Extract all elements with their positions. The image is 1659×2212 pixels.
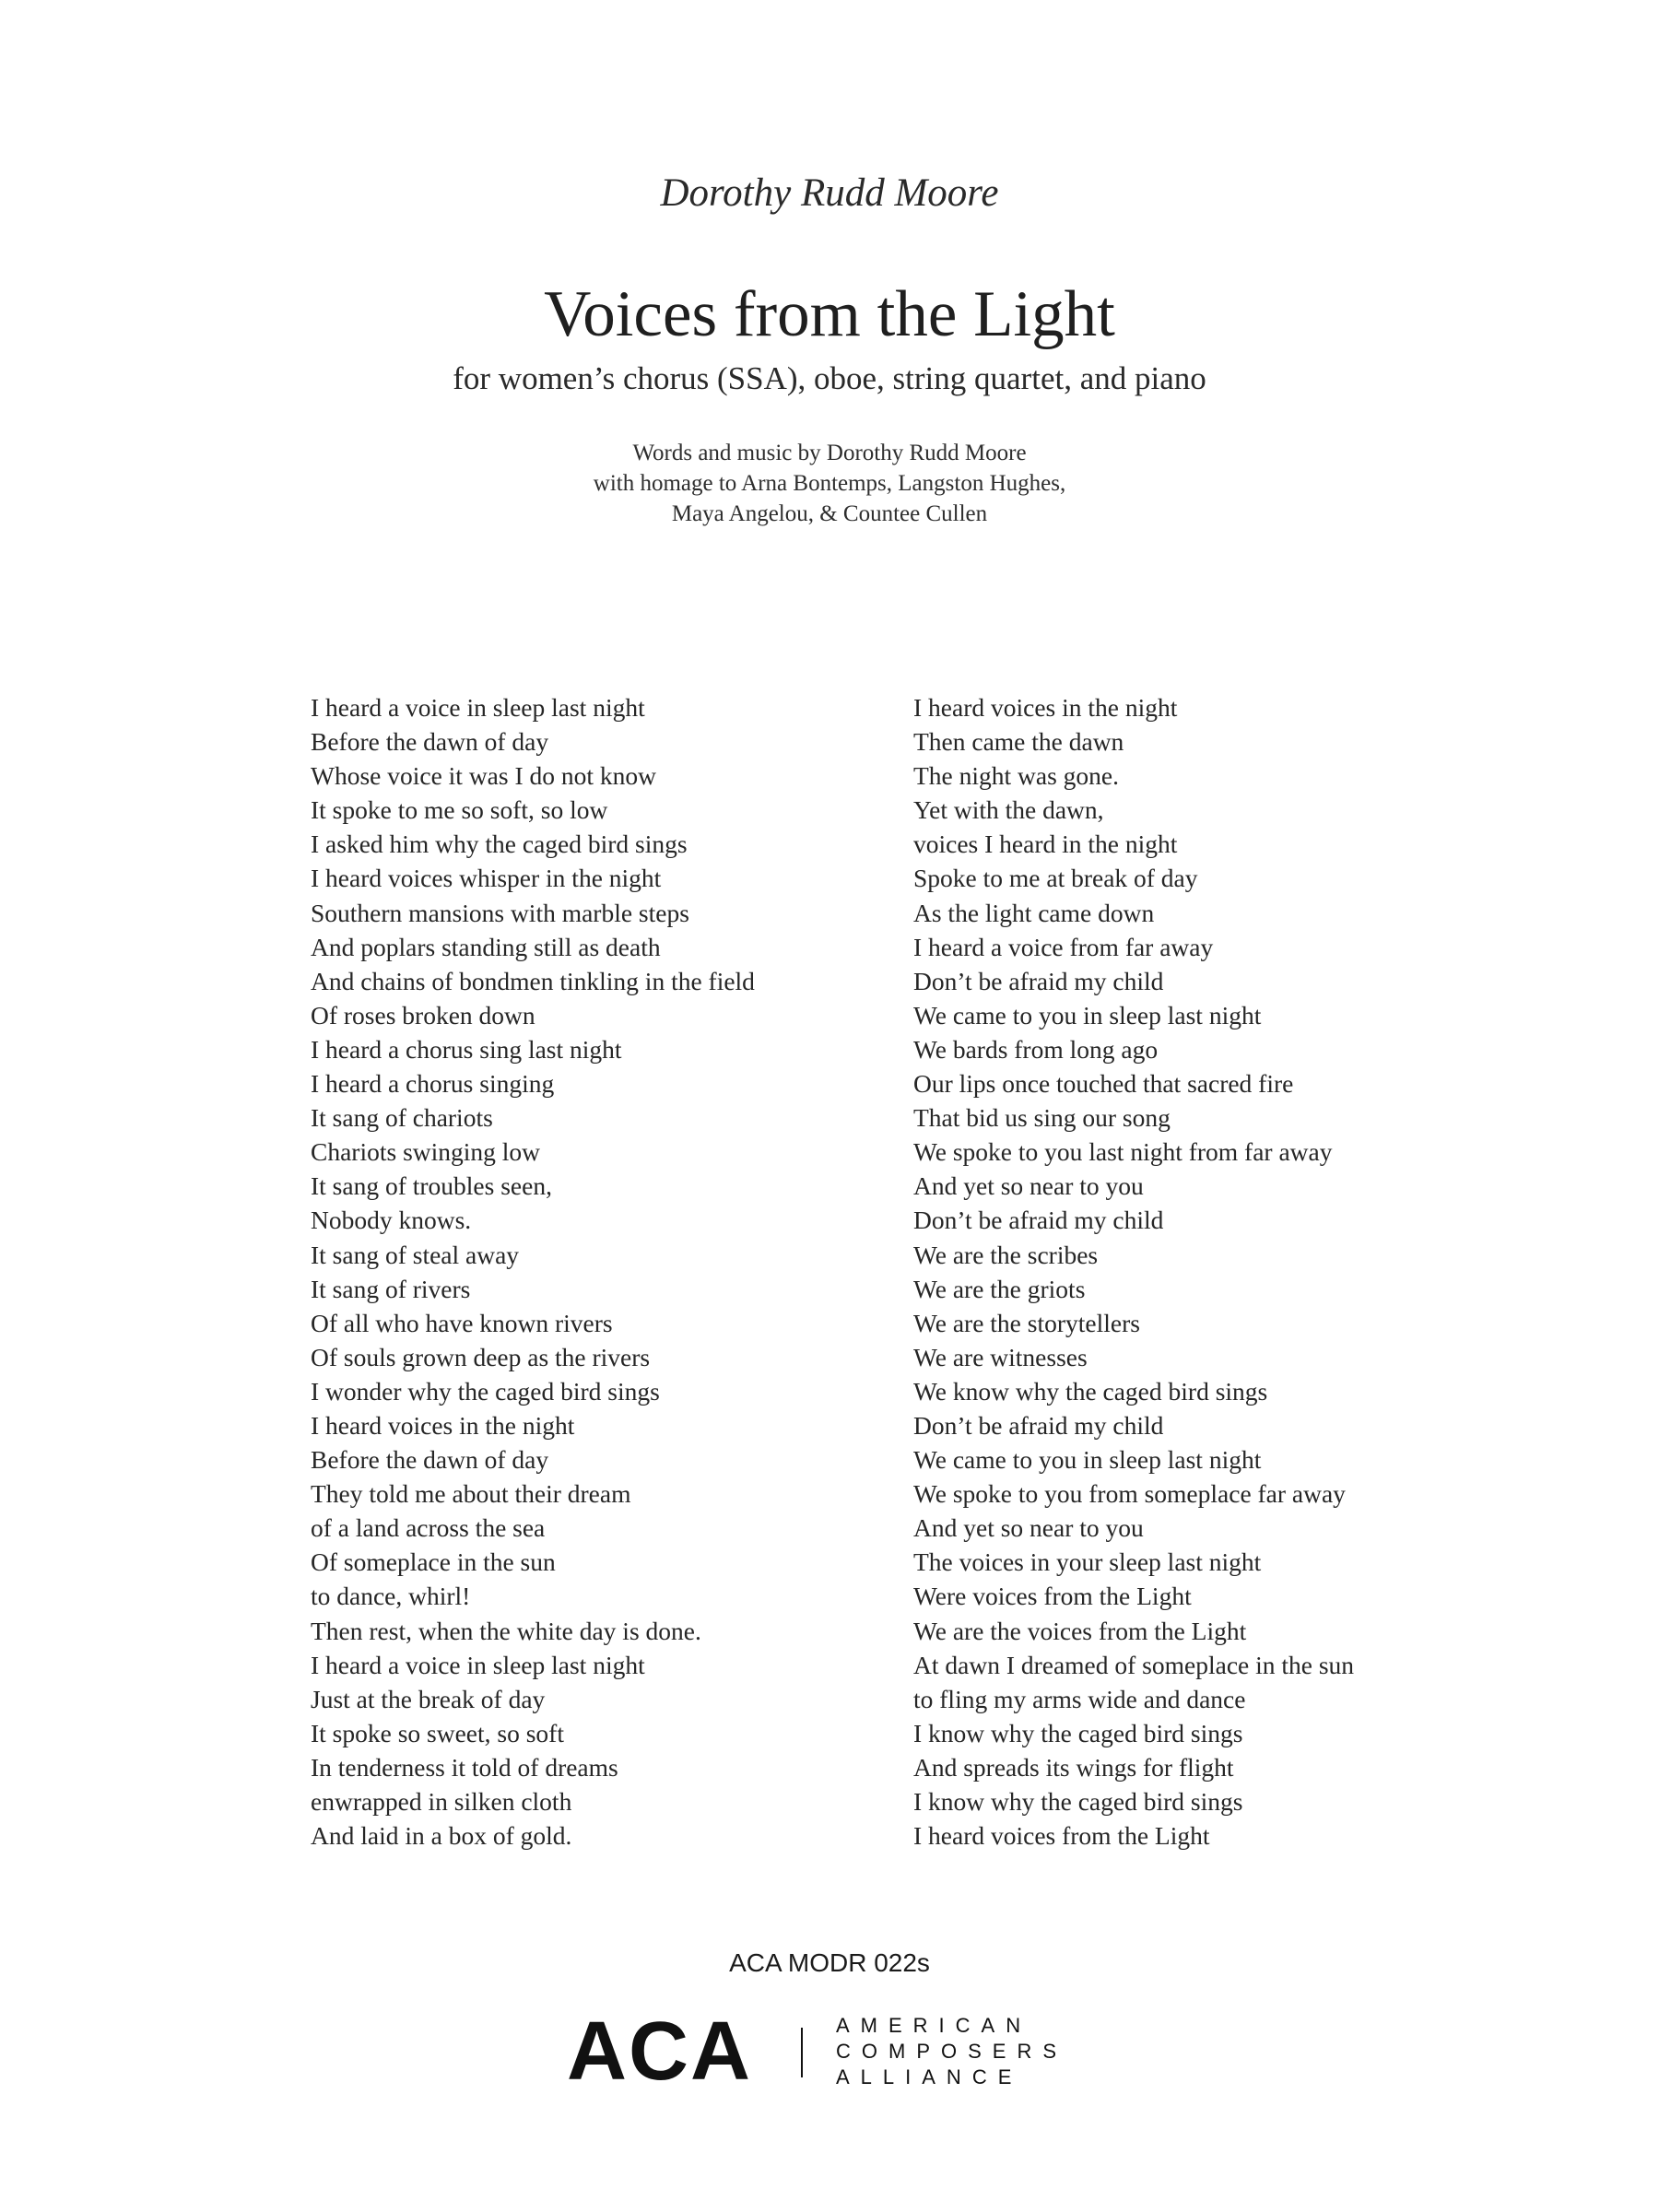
- lyric-line: Of all who have known rivers: [311, 1308, 613, 1337]
- lyric-line: We spoke to you from someplace far away: [913, 1479, 1346, 1509]
- lyric-line: We are witnesses: [913, 1342, 1088, 1371]
- credits-line: with homage to Arna Bontemps, Langston Hughes,: [593, 471, 1066, 496]
- lyric-line: Don’t be afraid my child: [913, 1410, 1164, 1440]
- lyric-line: It sang of troubles seen,: [311, 1171, 552, 1201]
- lyric-line: Chariots swinging low: [311, 1137, 541, 1167]
- credits-block: [0, 438, 1659, 529]
- lyric-line: Before the dawn of day: [311, 727, 549, 757]
- lyric-line: voices I heard in the night: [913, 830, 1178, 859]
- lyric-line: We are the scribes: [913, 1240, 1099, 1269]
- lyric-line: And yet so near to you: [913, 1513, 1144, 1543]
- lyric-line: That bid us sing our song: [913, 1103, 1171, 1133]
- lyric-line: The night was gone.: [913, 761, 1120, 791]
- lyric-line: It sang of rivers: [311, 1274, 471, 1303]
- lyric-line: Of souls grown deep as the rivers: [311, 1342, 651, 1371]
- lyric-line: We spoke to you last night from far away: [913, 1137, 1333, 1167]
- lyric-line: Yet with the dawn,: [913, 795, 1104, 825]
- lyric-line: I know why the caged bird sings: [913, 1787, 1243, 1816]
- lyric-line: We are the voices from the Light: [913, 1616, 1247, 1645]
- lyric-line: And spreads its wings for flight: [913, 1752, 1234, 1782]
- credits-line: Words and music by Dorothy Rudd Moore: [632, 441, 1027, 465]
- lyric-line: We are the storytellers: [913, 1308, 1140, 1337]
- logo-word: COMPOSERS: [836, 2040, 1068, 2063]
- lyric-line: I asked him why the caged bird sings: [311, 830, 688, 859]
- lyric-line: The voices in your sleep last night: [913, 1547, 1262, 1577]
- lyric-line: Then came the dawn: [913, 727, 1124, 757]
- logo-word: ALLIANCE: [836, 2065, 1023, 2088]
- lyric-line: of a land across the sea: [311, 1513, 546, 1543]
- logo-word: AMERICAN: [836, 2014, 1032, 2037]
- lyric-line: It spoke to me so soft, so low: [311, 795, 608, 825]
- lyric-line: Of roses broken down: [311, 1000, 535, 1030]
- logo-divider: [801, 2028, 803, 2077]
- lyric-line: Southern mansions with marble steps: [311, 898, 689, 927]
- lyric-line: I heard voices in the night: [311, 1410, 575, 1440]
- lyric-line: Before the dawn of day: [311, 1445, 549, 1475]
- lyric-line: I heard voices whisper in the night: [311, 864, 662, 893]
- lyric-line: Don’t be afraid my child: [913, 1206, 1164, 1235]
- lyric-line: Nobody knows.: [311, 1206, 472, 1235]
- lyric-line: And poplars standing still as death: [311, 932, 661, 961]
- lyric-line: And chains of bondmen tinkling in the field: [311, 966, 755, 995]
- lyric-line: Just at the break of day: [311, 1684, 546, 1713]
- credits-line: Maya Angelou, & Countee Cullen: [671, 501, 988, 526]
- lyric-line: Spoke to me at break of day: [913, 864, 1198, 893]
- aca-logo-mark: ACA: [567, 2006, 752, 2098]
- lyric-line: I heard voices in the night: [913, 693, 1178, 722]
- lyric-line: They told me about their dream: [311, 1479, 631, 1509]
- lyric-line: I wonder why the caged bird sings: [311, 1376, 660, 1406]
- lyric-line: And laid in a box of gold.: [311, 1821, 572, 1851]
- composer-name: Dorothy Rudd Moore: [660, 171, 999, 215]
- lyric-line: Of someplace in the sun: [311, 1547, 556, 1577]
- lyric-line: We bards from long ago: [913, 1034, 1159, 1064]
- lyric-line: I heard a chorus singing: [311, 1069, 555, 1099]
- catalog-number: ACA MODR 022s: [729, 1948, 930, 1977]
- aca-logo-wordmark: [836, 2013, 1067, 2090]
- lyric-line: Don’t be afraid my child: [913, 966, 1164, 995]
- lyric-line: to dance, whirl!: [311, 1582, 471, 1611]
- lyric-line: I heard a voice from far away: [913, 932, 1214, 961]
- instrumentation-subtitle: for women’s chorus (SSA), oboe, string quartet, and piano: [453, 360, 1206, 396]
- lyrics-right-column: [913, 690, 1522, 1853]
- lyric-line: Our lips once touched that sacred fire: [913, 1069, 1294, 1099]
- lyric-line: We know why the caged bird sings: [913, 1376, 1268, 1406]
- lyric-line: We are the griots: [913, 1274, 1086, 1303]
- lyric-line: to fling my arms wide and dance: [913, 1684, 1246, 1713]
- lyric-line: In tenderness it told of dreams: [311, 1752, 618, 1782]
- lyric-line: I heard a voice in sleep last night: [311, 693, 645, 722]
- lyric-line: It spoke so sweet, so soft: [311, 1718, 564, 1747]
- lyric-line: As the light came down: [913, 898, 1155, 927]
- lyric-line: enwrapped in silken cloth: [311, 1787, 572, 1816]
- lyric-line: We came to you in sleep last night: [913, 1445, 1262, 1475]
- lyric-line: Were voices from the Light: [913, 1582, 1192, 1611]
- lyrics-left-column: [311, 690, 864, 1853]
- lyric-line: Whose voice it was I do not know: [311, 761, 656, 791]
- lyric-line: I heard voices from the Light: [913, 1821, 1210, 1851]
- page-title: Voices from the Light: [544, 278, 1115, 350]
- lyric-line: And yet so near to you: [913, 1171, 1144, 1201]
- lyric-line: It sang of steal away: [311, 1240, 520, 1269]
- lyric-line: I know why the caged bird sings: [913, 1718, 1243, 1747]
- lyric-line: It sang of chariots: [311, 1103, 493, 1133]
- lyric-line: At dawn I dreamed of someplace in the sun: [913, 1650, 1355, 1679]
- lyric-line: Then rest, when the white day is done.: [311, 1616, 701, 1645]
- lyric-line: We came to you in sleep last night: [913, 1000, 1262, 1030]
- lyric-line: I heard a voice in sleep last night: [311, 1650, 645, 1679]
- aca-logo: [567, 2006, 1111, 2098]
- lyric-line: I heard a chorus sing last night: [311, 1034, 622, 1064]
